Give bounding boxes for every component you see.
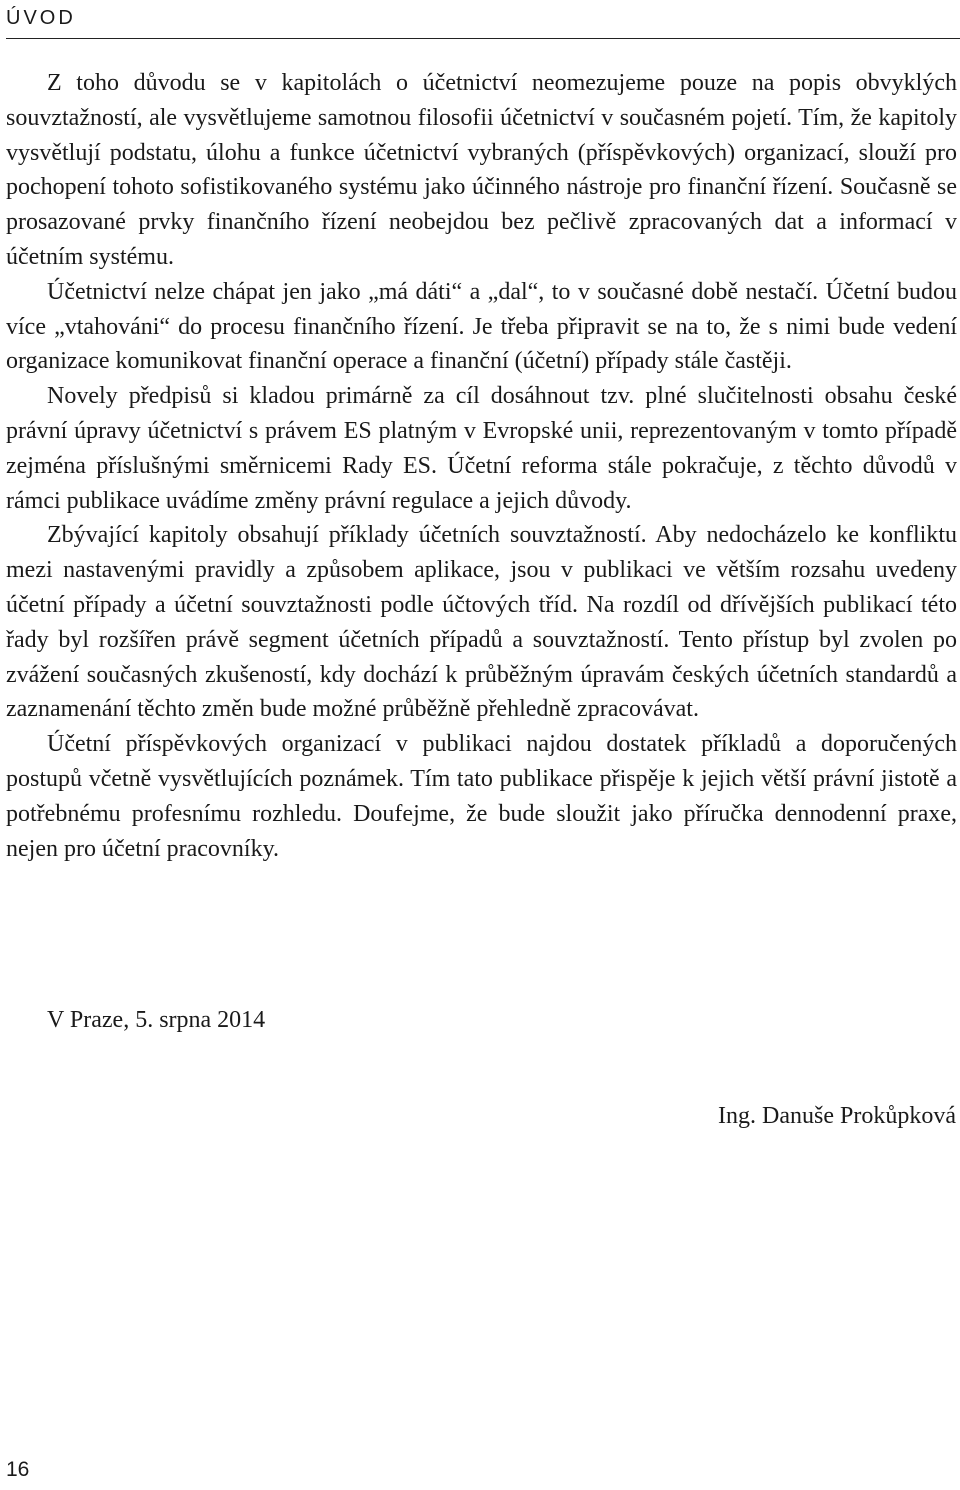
running-header	[6, 6, 960, 39]
author-signature: Ing. Danuše Prokůpková	[718, 1103, 956, 1129]
paragraph: Novely předpisů si kladou primárně za cíl dosáhnout tzv. plné slučitelnosti obsahu české právní úpravy účetnictví s právem ES platným v Evropské unii, reprezentovaným v tomto případě zejména příslušnými směrnicemi Rady ES. Účetní reforma stále pokračuje, z těchto důvodů v rámci publikace uvádíme změny právní regulace a jejich důvody.	[6, 383, 957, 514]
paragraph: Z toho důvodu se v kapitolách o účetnictví neomezujeme pouze na popis obvyklých souvztažností, ale vysvětlujeme samotnou filosofii účetnictví v současném pojetí. Tím, že kapitoly vysvětlují podstatu, úlohu a funkce účetnictví vybraných (příspěvkových) organizací, slouží pro pochopení tohoto sofistikovaného systému jako účinného nástroje pro finanční řízení. Současně se prosazované prvky finančního řízení neobejdou bez pečlivě zpracovaných dat a informací v účetním systému.	[6, 70, 957, 270]
paragraph: Účetní příspěvkových organizací v publikaci najdou dostatek příkladů a doporučených postupů včetně vysvětlujících poznámek. Tím tato publikace přispěje k jejich větší právní jistotě a potřebnému profesnímu rozhledu. Doufejme, že bude sloužit jako příručka dennodenní praxe, nejen pro účetní pracovníky.	[6, 731, 957, 862]
body-text	[6, 66, 957, 866]
dateline: V Praze, 5. srpna 2014	[47, 1007, 266, 1033]
paragraph: Účetnictví nelze chápat jen jako „má dáti“ a „dal“, to v současné době nestačí. Účetní budou více „vtahováni“ do procesu finančního řízení. Je třeba připravit se na to, že s nimi bude vedení organizace komunikovat finanční operace a finanční (účetní) případy stále častěji.	[6, 278, 957, 375]
chapter-title: ÚVOD	[6, 7, 76, 29]
page-number: 16	[6, 1458, 30, 1481]
paragraph: Zbývající kapitoly obsahují příklady účetních souvztažností. Aby nedocházelo ke konfliktu mezi nastavenými pravidly a způsobem aplikace, jsou v publikaci ve větším rozsahu uvedeny účetní případy a účetní souvztažnosti podle účtových tříd. Na rozdíl od dřívějších publikací této řady byl rozšířen právě segment účetních případů a souvztažností. Tento přístup byl zvolen po zvážení současných zkušeností, kdy dochází k průběžným úpravám českých účetních standardů a zaznamenání těchto změn bude možné průběžně přehledně zpracovávat.	[6, 522, 957, 723]
